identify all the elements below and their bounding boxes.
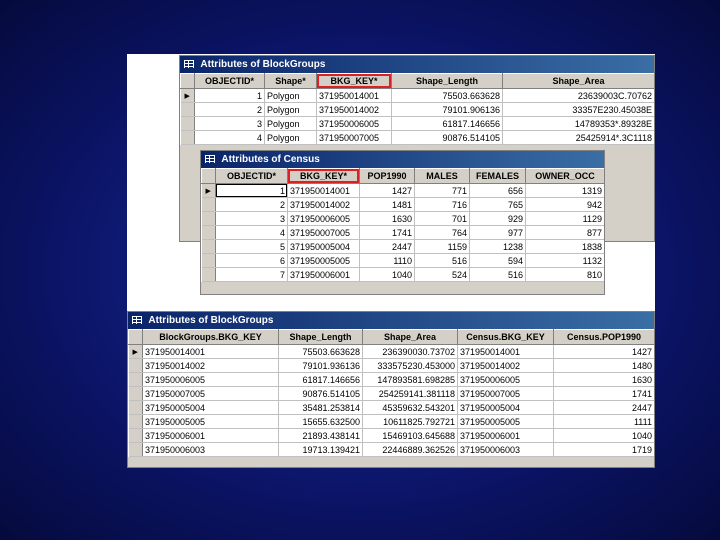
- row-pointer-icon[interactable]: ▶: [181, 89, 195, 103]
- table-cell[interactable]: 1741: [360, 226, 415, 240]
- table-cell[interactable]: 90876.514105: [279, 387, 363, 401]
- table-cell[interactable]: 977: [470, 226, 526, 240]
- table-cell[interactable]: 22446889.362526: [363, 443, 458, 457]
- table-cell[interactable]: 371950007005: [143, 387, 279, 401]
- table-cell[interactable]: 371950006005: [458, 373, 554, 387]
- window-title: Attributes of Census: [221, 154, 320, 165]
- row-selector[interactable]: [181, 131, 195, 145]
- table-cell[interactable]: 2: [216, 198, 288, 212]
- table-cell[interactable]: 1159: [415, 240, 470, 254]
- column-header[interactable]: Census.POP1990: [554, 330, 655, 345]
- table-cell[interactable]: 4: [216, 226, 288, 240]
- table-cell[interactable]: 371950006005: [288, 212, 360, 226]
- table-cell[interactable]: 1427: [360, 184, 415, 198]
- table-cell[interactable]: 25425914*.3C1118: [503, 131, 655, 145]
- table-cell[interactable]: 371950007005: [288, 226, 360, 240]
- table-cell[interactable]: 3: [195, 117, 265, 131]
- table-cell[interactable]: 371950014002: [288, 198, 360, 212]
- table-cell[interactable]: 1110: [360, 254, 415, 268]
- table-cell[interactable]: 371950005004: [458, 401, 554, 415]
- table-cell[interactable]: 23639003C.70762: [503, 89, 655, 103]
- row-selector[interactable]: [202, 226, 216, 240]
- row-selector[interactable]: [129, 359, 143, 373]
- table-cell[interactable]: Polygon: [265, 131, 317, 145]
- table-cell[interactable]: 371950005004: [143, 401, 279, 415]
- table-cell[interactable]: 333575230.453000: [363, 359, 458, 373]
- table-cell[interactable]: 21893.438141: [279, 429, 363, 443]
- table-row[interactable]: [129, 415, 655, 429]
- slide-panel: [127, 54, 655, 468]
- table-cell[interactable]: 371950014002: [317, 103, 392, 117]
- attribute-table: [128, 329, 654, 457]
- table-icon: [205, 155, 215, 163]
- table-cell[interactable]: 1319: [526, 184, 605, 198]
- table-cell[interactable]: 1719: [554, 443, 655, 457]
- column-header[interactable]: Census.BKG_KEY: [458, 330, 554, 345]
- row-selector[interactable]: [202, 268, 216, 282]
- table-cell[interactable]: 656: [470, 184, 526, 198]
- table-cell[interactable]: 1630: [554, 373, 655, 387]
- table-cell[interactable]: 594: [470, 254, 526, 268]
- row-selector[interactable]: [202, 212, 216, 226]
- table-cell[interactable]: 1741: [554, 387, 655, 401]
- table-row[interactable]: [202, 240, 605, 254]
- table-cell[interactable]: 371950006001: [288, 268, 360, 282]
- table-cell[interactable]: 1427: [554, 345, 655, 359]
- table-cell[interactable]: 371950006001: [143, 429, 279, 443]
- table-cell[interactable]: 14789353*.89328E: [503, 117, 655, 131]
- table-cell[interactable]: 35481.253814: [279, 401, 363, 415]
- key-column-header[interactable]: BKG_KEY*: [317, 74, 392, 89]
- table-cell[interactable]: Polygon: [265, 117, 317, 131]
- table-row[interactable]: [202, 212, 605, 226]
- row-pointer-icon[interactable]: ▶: [129, 345, 143, 359]
- table-cell[interactable]: 371950014002: [458, 359, 554, 373]
- attribute-table: [201, 168, 604, 282]
- window-titlebar[interactable]: [128, 312, 654, 329]
- table-cell[interactable]: 10611825.792721: [363, 415, 458, 429]
- table-cell[interactable]: 371950007005: [317, 131, 392, 145]
- table-cell[interactable]: 61817.146656: [392, 117, 503, 131]
- window-title: Attributes of BlockGroups: [148, 315, 274, 326]
- table-row[interactable]: [129, 387, 655, 401]
- census-attributes-window: [201, 151, 604, 294]
- table-cell[interactable]: 1630: [360, 212, 415, 226]
- table-cell[interactable]: 1838: [526, 240, 605, 254]
- table-cell[interactable]: 371950005005: [288, 254, 360, 268]
- table-cell[interactable]: 701: [415, 212, 470, 226]
- table-cell[interactable]: 6: [216, 254, 288, 268]
- window-titlebar[interactable]: [201, 151, 604, 168]
- table-cell[interactable]: 19713.139421: [279, 443, 363, 457]
- table-cell[interactable]: 764: [415, 226, 470, 240]
- table-cell[interactable]: 371950014001: [143, 345, 279, 359]
- table-row[interactable]: [129, 401, 655, 415]
- row-selector[interactable]: [129, 443, 143, 457]
- row-selector[interactable]: [202, 254, 216, 268]
- table-cell[interactable]: 15469103.645688: [363, 429, 458, 443]
- row-selector[interactable]: [181, 117, 195, 131]
- row-selector-header[interactable]: [202, 169, 216, 184]
- table-cell[interactable]: 4: [195, 131, 265, 145]
- table-cell[interactable]: 5: [216, 240, 288, 254]
- column-header[interactable]: POP1990: [360, 169, 415, 184]
- table-cell[interactable]: 75503.663628: [392, 89, 503, 103]
- row-selector-header[interactable]: [181, 74, 195, 89]
- table-row[interactable]: [129, 443, 655, 457]
- table-cell[interactable]: 2447: [554, 401, 655, 415]
- table-cell[interactable]: 371950014001: [458, 345, 554, 359]
- table-cell[interactable]: 371950005005: [143, 415, 279, 429]
- table-cell[interactable]: 516: [415, 254, 470, 268]
- table-cell[interactable]: 2447: [360, 240, 415, 254]
- table-cell[interactable]: 1111: [554, 415, 655, 429]
- window-title: Attributes of BlockGroups: [200, 59, 326, 70]
- joined-blockgroups-window: [128, 312, 654, 467]
- table-cell[interactable]: 1132: [526, 254, 605, 268]
- table-cell[interactable]: 1: [195, 89, 265, 103]
- table-cell[interactable]: 371950006003: [458, 443, 554, 457]
- table-cell[interactable]: 1040: [554, 429, 655, 443]
- column-header[interactable]: Shape_Length: [279, 330, 363, 345]
- table-row[interactable]: [181, 131, 655, 145]
- table-cell[interactable]: Polygon: [265, 89, 317, 103]
- table-row[interactable]: [202, 254, 605, 268]
- row-selector[interactable]: [202, 198, 216, 212]
- table-cell[interactable]: Polygon: [265, 103, 317, 117]
- table-cell[interactable]: 147893581.698285: [363, 373, 458, 387]
- table-row[interactable]: [202, 184, 605, 198]
- table-cell[interactable]: 371950014002: [143, 359, 279, 373]
- column-header[interactable]: Shape*: [265, 74, 317, 89]
- table-cell[interactable]: 75503.663628: [279, 345, 363, 359]
- row-selector[interactable]: [129, 387, 143, 401]
- table-cell[interactable]: 877: [526, 226, 605, 240]
- table-cell[interactable]: 371950005004: [288, 240, 360, 254]
- table-row[interactable]: [129, 373, 655, 387]
- table-row[interactable]: [129, 359, 655, 373]
- table-row[interactable]: [181, 89, 655, 103]
- table-cell[interactable]: 371950006005: [317, 117, 392, 131]
- attribute-table: [180, 73, 654, 145]
- column-header[interactable]: OBJECTID*: [216, 169, 288, 184]
- table-cell[interactable]: 33357E230.45038E: [503, 103, 655, 117]
- table-cell[interactable]: 371950014001: [288, 184, 360, 198]
- table-cell[interactable]: 524: [415, 268, 470, 282]
- table-cell[interactable]: 2: [195, 103, 265, 117]
- table-row[interactable]: [202, 226, 605, 240]
- table-cell[interactable]: 371950006005: [143, 373, 279, 387]
- table-cell[interactable]: 1238: [470, 240, 526, 254]
- table-cell[interactable]: 79101.936136: [279, 359, 363, 373]
- table-icon: [184, 60, 194, 68]
- table-cell[interactable]: 929: [470, 212, 526, 226]
- row-selector[interactable]: [202, 240, 216, 254]
- table-cell[interactable]: 765: [470, 198, 526, 212]
- column-header[interactable]: OBJECTID*: [195, 74, 265, 89]
- row-selector-header[interactable]: [129, 330, 143, 345]
- table-row[interactable]: [202, 198, 605, 212]
- table-cell[interactable]: 371950007005: [458, 387, 554, 401]
- table-cell[interactable]: 1: [216, 184, 288, 198]
- table-cell[interactable]: 1129: [526, 212, 605, 226]
- column-header[interactable]: FEMALES: [470, 169, 526, 184]
- table-row[interactable]: [129, 429, 655, 443]
- column-header[interactable]: MALES: [415, 169, 470, 184]
- window-titlebar[interactable]: [180, 56, 654, 73]
- row-pointer-icon[interactable]: ▶: [202, 184, 216, 198]
- table-row[interactable]: [129, 345, 655, 359]
- table-cell[interactable]: 371950014001: [317, 89, 392, 103]
- table-cell[interactable]: 15655.632500: [279, 415, 363, 429]
- table-cell[interactable]: 61817.146656: [279, 373, 363, 387]
- table-icon: [132, 316, 142, 324]
- column-header[interactable]: Shape_Area: [363, 330, 458, 345]
- table-cell[interactable]: 516: [470, 268, 526, 282]
- table-cell[interactable]: 1480: [554, 359, 655, 373]
- row-selector[interactable]: [181, 103, 195, 117]
- table-cell[interactable]: 371950005005: [458, 415, 554, 429]
- table-cell[interactable]: 79101.906136: [392, 103, 503, 117]
- column-header[interactable]: Shape_Length: [392, 74, 503, 89]
- table-cell[interactable]: 7: [216, 268, 288, 282]
- row-selector[interactable]: [129, 429, 143, 443]
- table-cell[interactable]: 1481: [360, 198, 415, 212]
- table-row[interactable]: [181, 117, 655, 131]
- key-column-header[interactable]: BKG_KEY*: [288, 169, 360, 184]
- table-cell[interactable]: 254259141.381118: [363, 387, 458, 401]
- table-cell[interactable]: 771: [415, 184, 470, 198]
- table-row[interactable]: [181, 103, 655, 117]
- table-cell[interactable]: 45359632.543201: [363, 401, 458, 415]
- table-cell[interactable]: 942: [526, 198, 605, 212]
- row-selector[interactable]: [129, 415, 143, 429]
- column-header[interactable]: BlockGroups.BKG_KEY: [143, 330, 279, 345]
- table-row[interactable]: [202, 268, 605, 282]
- table-cell[interactable]: 90876.514105: [392, 131, 503, 145]
- table-cell[interactable]: 236390030.73702: [363, 345, 458, 359]
- table-cell[interactable]: 371950006003: [143, 443, 279, 457]
- table-cell[interactable]: 3: [216, 212, 288, 226]
- column-header[interactable]: OWNER_OCC: [526, 169, 605, 184]
- table-cell[interactable]: 371950006001: [458, 429, 554, 443]
- table-cell[interactable]: 716: [415, 198, 470, 212]
- row-selector[interactable]: [129, 401, 143, 415]
- table-cell[interactable]: 810: [526, 268, 605, 282]
- table-cell[interactable]: 1040: [360, 268, 415, 282]
- column-header[interactable]: Shape_Area: [503, 74, 655, 89]
- row-selector[interactable]: [129, 373, 143, 387]
